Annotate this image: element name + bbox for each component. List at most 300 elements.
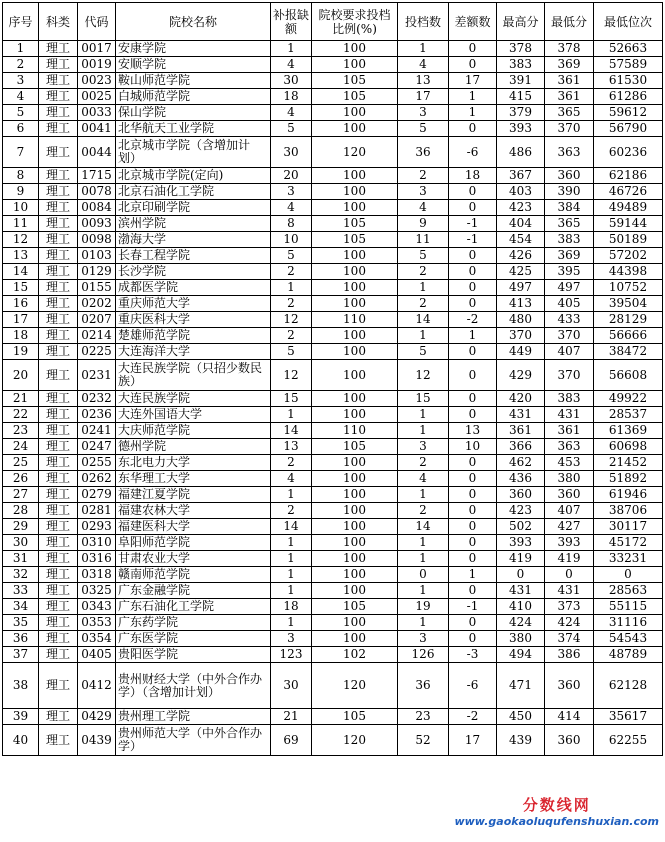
table-cell: 10752: [594, 280, 663, 296]
table-cell: 4: [271, 105, 312, 121]
table-cell: 5: [398, 344, 449, 360]
table-cell: 0202: [78, 296, 116, 312]
table-cell: 50189: [594, 232, 663, 248]
table-cell: 0025: [78, 89, 116, 105]
table-cell: 北京石油化工学院: [116, 184, 271, 200]
table-cell: 5: [3, 105, 39, 121]
table-cell: 100: [312, 168, 398, 184]
table-row: [3, 184, 663, 200]
table-cell: 理工: [39, 73, 78, 89]
table-cell: 广东药学院: [116, 615, 271, 631]
table-cell: 1: [271, 535, 312, 551]
table-cell: 14: [398, 519, 449, 535]
table-cell: 12: [271, 312, 312, 328]
table-cell: 0: [449, 519, 497, 535]
table-row: [3, 487, 663, 503]
table-cell: 36: [398, 137, 449, 168]
table-cell: 10: [271, 232, 312, 248]
table-cell: 361: [545, 423, 594, 439]
table-cell: 360: [545, 487, 594, 503]
table-row: [3, 423, 663, 439]
table-cell: 391: [497, 73, 545, 89]
table-cell: 100: [312, 296, 398, 312]
table-cell: 0093: [78, 216, 116, 232]
table-cell: 理工: [39, 487, 78, 503]
table-cell: 1: [271, 41, 312, 57]
table-cell: 100: [312, 391, 398, 407]
table-cell: 0: [449, 455, 497, 471]
table-cell: 28563: [594, 583, 663, 599]
table-cell: 20: [3, 360, 39, 391]
table-cell: 滨州学院: [116, 216, 271, 232]
table-cell: 383: [497, 57, 545, 73]
table-cell: 426: [497, 248, 545, 264]
table-cell: 北京印刷学院: [116, 200, 271, 216]
table-cell: 0439: [78, 725, 116, 756]
table-header-row: [3, 3, 663, 41]
table-cell: 3: [398, 184, 449, 200]
table-cell: 386: [545, 647, 594, 663]
table-cell: 0: [449, 121, 497, 137]
table-cell: 11: [3, 216, 39, 232]
table-cell: 大连海洋大学: [116, 344, 271, 360]
table-cell: 0262: [78, 471, 116, 487]
table-cell: 1: [398, 423, 449, 439]
table-cell: 0: [449, 264, 497, 280]
table-cell: 0: [449, 583, 497, 599]
table-row: [3, 551, 663, 567]
table-cell: 423: [497, 200, 545, 216]
table-cell: 30: [3, 535, 39, 551]
table-cell: 431: [497, 407, 545, 423]
table-cell: 12: [271, 360, 312, 391]
table-cell: 120: [312, 663, 398, 709]
table-cell: 0: [449, 41, 497, 57]
table-cell: 福建江夏学院: [116, 487, 271, 503]
table-cell: 14: [271, 519, 312, 535]
table-cell: 贵阳医学院: [116, 647, 271, 663]
table-cell: 理工: [39, 647, 78, 663]
table-cell: 理工: [39, 709, 78, 725]
table-cell: 360: [545, 663, 594, 709]
table-cell: 0318: [78, 567, 116, 583]
table-cell: 安顺学院: [116, 57, 271, 73]
table-cell: 0236: [78, 407, 116, 423]
table-cell: 0225: [78, 344, 116, 360]
table-cell: 37: [3, 647, 39, 663]
table-row: [3, 312, 663, 328]
table-cell: 理工: [39, 248, 78, 264]
table-cell: 431: [497, 583, 545, 599]
table-cell: 100: [312, 455, 398, 471]
table-cell: 52663: [594, 41, 663, 57]
table-cell: 2: [271, 328, 312, 344]
table-cell: 19: [3, 344, 39, 360]
table-row: [3, 615, 663, 631]
table-cell: 2: [398, 264, 449, 280]
table-cell: -1: [449, 599, 497, 615]
table-cell: 12: [398, 360, 449, 391]
table-cell: 3: [271, 184, 312, 200]
table-cell: 9: [3, 184, 39, 200]
table-cell: 14: [271, 423, 312, 439]
table-cell: 理工: [39, 615, 78, 631]
table-cell: 0: [449, 631, 497, 647]
table-cell: 383: [545, 232, 594, 248]
table-cell: 16: [3, 296, 39, 312]
table-cell: 100: [312, 184, 398, 200]
table-cell: 370: [545, 121, 594, 137]
table-row: [3, 631, 663, 647]
table-cell: 楚雄师范学院: [116, 328, 271, 344]
table-cell: 4: [271, 57, 312, 73]
table-cell: 0044: [78, 137, 116, 168]
table-cell: 3: [398, 439, 449, 455]
table-cell: 0214: [78, 328, 116, 344]
table-cell: 369: [545, 248, 594, 264]
table-cell: 大连民族学院（只招少数民族）: [116, 360, 271, 391]
table-cell: 理工: [39, 725, 78, 756]
table-cell: 363: [545, 439, 594, 455]
table-cell: 4: [271, 200, 312, 216]
table-cell: 1: [271, 615, 312, 631]
table-cell: 0: [449, 184, 497, 200]
table-cell: 420: [497, 391, 545, 407]
table-cell: 2: [271, 264, 312, 280]
table-cell: -2: [449, 709, 497, 725]
column-header: 最高分: [497, 3, 545, 41]
table-cell: 1: [398, 487, 449, 503]
table-cell: 100: [312, 519, 398, 535]
table-cell: 13: [3, 248, 39, 264]
table-cell: 安康学院: [116, 41, 271, 57]
table-cell: 105: [312, 89, 398, 105]
table-cell: 18: [271, 599, 312, 615]
table-cell: 17: [449, 73, 497, 89]
table-cell: 105: [312, 216, 398, 232]
table-cell: 380: [545, 471, 594, 487]
table-cell: 理工: [39, 264, 78, 280]
table-cell: 赣南师范学院: [116, 567, 271, 583]
table-cell: 广东医学院: [116, 631, 271, 647]
table-cell: 理工: [39, 455, 78, 471]
table-cell: 494: [497, 647, 545, 663]
table-cell: 61369: [594, 423, 663, 439]
table-cell: 阜阳师范学院: [116, 535, 271, 551]
table-cell: 100: [312, 57, 398, 73]
table-row: [3, 455, 663, 471]
table-cell: 38706: [594, 503, 663, 519]
table-cell: 北京城市学院(定向): [116, 168, 271, 184]
table-cell: 5: [398, 121, 449, 137]
table-cell: 367: [497, 168, 545, 184]
table-cell: 32: [3, 567, 39, 583]
table-cell: 贵州师范大学（中外合作办学）: [116, 725, 271, 756]
table-cell: 480: [497, 312, 545, 328]
table-cell: 361: [545, 89, 594, 105]
table-cell: 重庆医科大学: [116, 312, 271, 328]
table-row: [3, 439, 663, 455]
table-cell: 理工: [39, 631, 78, 647]
table-cell: 理工: [39, 439, 78, 455]
table-cell: 30: [271, 73, 312, 89]
watermark-url: www.gaokaoluqufenshuxian.com: [454, 815, 659, 828]
table-cell: 2: [271, 296, 312, 312]
table-cell: 0155: [78, 280, 116, 296]
table-cell: 1: [271, 407, 312, 423]
table-cell: 0: [449, 535, 497, 551]
table-cell: 123: [271, 647, 312, 663]
table-cell: 415: [497, 89, 545, 105]
table-cell: 26: [3, 471, 39, 487]
table-row: [3, 248, 663, 264]
table-row: [3, 57, 663, 73]
table-cell: 大连民族学院: [116, 391, 271, 407]
table-cell: 3: [3, 73, 39, 89]
table-cell: 0255: [78, 455, 116, 471]
table-cell: 100: [312, 567, 398, 583]
table-cell: 0078: [78, 184, 116, 200]
table-cell: 理工: [39, 41, 78, 57]
table-cell: 380: [497, 631, 545, 647]
table-cell: 378: [497, 41, 545, 57]
table-cell: 15: [271, 391, 312, 407]
table-row: [3, 328, 663, 344]
table-cell: 393: [497, 535, 545, 551]
watermark-title: 分数线网: [522, 796, 591, 814]
table-cell: 理工: [39, 280, 78, 296]
table-cell: 1: [271, 487, 312, 503]
table-cell: 100: [312, 551, 398, 567]
table-cell: 62186: [594, 168, 663, 184]
table-cell: 100: [312, 200, 398, 216]
table-row: [3, 105, 663, 121]
table-cell: 390: [545, 184, 594, 200]
table-cell: 49489: [594, 200, 663, 216]
table-cell: 1: [398, 551, 449, 567]
table-cell: 431: [545, 407, 594, 423]
table-cell: 0: [497, 567, 545, 583]
table-row: [3, 519, 663, 535]
table-row: [3, 391, 663, 407]
table-cell: 0325: [78, 583, 116, 599]
table-cell: 56608: [594, 360, 663, 391]
table-cell: 理工: [39, 599, 78, 615]
table-cell: 理工: [39, 328, 78, 344]
table-cell: 0429: [78, 709, 116, 725]
table-cell: 0: [449, 503, 497, 519]
table-row: [3, 168, 663, 184]
table-cell: 理工: [39, 312, 78, 328]
table-cell: 57202: [594, 248, 663, 264]
table-cell: 0033: [78, 105, 116, 121]
column-header: 科类: [39, 3, 78, 41]
table-row: [3, 599, 663, 615]
table-cell: 1: [398, 615, 449, 631]
table-cell: 1: [271, 583, 312, 599]
table-cell: 395: [545, 264, 594, 280]
table-cell: 理工: [39, 105, 78, 121]
table-cell: 361: [497, 423, 545, 439]
table-cell: 3: [398, 105, 449, 121]
table-cell: 27: [3, 487, 39, 503]
table-cell: 425: [497, 264, 545, 280]
table-cell: 理工: [39, 471, 78, 487]
table-row: [3, 725, 663, 756]
table-cell: 427: [545, 519, 594, 535]
table-cell: 东华理工大学: [116, 471, 271, 487]
table-cell: 8: [271, 216, 312, 232]
table-cell: 39504: [594, 296, 663, 312]
table-cell: 理工: [39, 57, 78, 73]
table-cell: 33: [3, 583, 39, 599]
table-cell: 1: [449, 567, 497, 583]
table-cell: 30117: [594, 519, 663, 535]
table-cell: 2: [398, 296, 449, 312]
table-cell: 49922: [594, 391, 663, 407]
table-cell: 471: [497, 663, 545, 709]
table-cell: 0207: [78, 312, 116, 328]
table-cell: 保山学院: [116, 105, 271, 121]
table-row: [3, 709, 663, 725]
table-cell: 0412: [78, 663, 116, 709]
table-cell: 28: [3, 503, 39, 519]
table-cell: 理工: [39, 519, 78, 535]
admission-score-table: [2, 2, 663, 756]
table-cell: 鞍山师范学院: [116, 73, 271, 89]
table-row: [3, 137, 663, 168]
table-cell: 理工: [39, 407, 78, 423]
table-cell: 100: [312, 471, 398, 487]
table-cell: 2: [271, 455, 312, 471]
table-cell: 120: [312, 137, 398, 168]
table-cell: 理工: [39, 232, 78, 248]
table-cell: 366: [497, 439, 545, 455]
table-cell: 30: [271, 663, 312, 709]
table-cell: 1: [398, 280, 449, 296]
table-cell: 30: [271, 137, 312, 168]
table-cell: 2: [3, 57, 39, 73]
table-cell: 69: [271, 725, 312, 756]
table-cell: 433: [545, 312, 594, 328]
table-cell: 2: [271, 503, 312, 519]
table-cell: 453: [545, 455, 594, 471]
table-cell: 0041: [78, 121, 116, 137]
table-cell: 理工: [39, 168, 78, 184]
table-cell: 0: [449, 487, 497, 503]
table-cell: 25: [3, 455, 39, 471]
table-cell: 12: [3, 232, 39, 248]
table-row: [3, 344, 663, 360]
table-cell: 0: [545, 567, 594, 583]
table-cell: 424: [545, 615, 594, 631]
table-body: [3, 41, 663, 756]
table-cell: 360: [545, 725, 594, 756]
table-cell: 理工: [39, 296, 78, 312]
table-cell: 429: [497, 360, 545, 391]
table-cell: 理工: [39, 360, 78, 391]
table-row: [3, 121, 663, 137]
table-cell: 13: [271, 439, 312, 455]
table-cell: 21452: [594, 455, 663, 471]
table-cell: 100: [312, 631, 398, 647]
table-cell: 373: [545, 599, 594, 615]
table-cell: 55115: [594, 599, 663, 615]
table-cell: -6: [449, 137, 497, 168]
table-cell: 410: [497, 599, 545, 615]
table-cell: 21: [3, 391, 39, 407]
table-cell: 60698: [594, 439, 663, 455]
table-cell: 60236: [594, 137, 663, 168]
table-cell: 100: [312, 264, 398, 280]
table-cell: 18: [3, 328, 39, 344]
table-cell: 理工: [39, 567, 78, 583]
table-cell: 365: [545, 105, 594, 121]
table-cell: 1: [449, 89, 497, 105]
table-cell: 大连外国语大学: [116, 407, 271, 423]
table-cell: 363: [545, 137, 594, 168]
table-cell: 46726: [594, 184, 663, 200]
table-cell: 理工: [39, 535, 78, 551]
table-cell: 福建医科大学: [116, 519, 271, 535]
table-cell: 1: [398, 583, 449, 599]
table-cell: 13: [449, 423, 497, 439]
table-cell: 419: [497, 551, 545, 567]
table-cell: 105: [312, 709, 398, 725]
table-row: [3, 360, 663, 391]
table-cell: 理工: [39, 503, 78, 519]
table-cell: 0: [449, 551, 497, 567]
table-cell: 0343: [78, 599, 116, 615]
table-cell: 100: [312, 41, 398, 57]
table-row: [3, 647, 663, 663]
table-cell: 4: [3, 89, 39, 105]
table-cell: 19: [398, 599, 449, 615]
table-cell: 110: [312, 312, 398, 328]
table-cell: 28129: [594, 312, 663, 328]
table-cell: 0279: [78, 487, 116, 503]
table-cell: 0: [449, 200, 497, 216]
table-cell: 449: [497, 344, 545, 360]
table-cell: 0281: [78, 503, 116, 519]
table-cell: 413: [497, 296, 545, 312]
table-cell: 理工: [39, 89, 78, 105]
table-cell: 甘肃农业大学: [116, 551, 271, 567]
table-cell: 17: [3, 312, 39, 328]
table-cell: 5: [271, 248, 312, 264]
table-cell: 31116: [594, 615, 663, 631]
table-cell: 贵州财经大学（中外合作办学）（含增加计划）: [116, 663, 271, 709]
column-header: 最低位次: [594, 3, 663, 41]
column-header: 院校要求投档比例(%): [312, 3, 398, 41]
table-cell: 105: [312, 599, 398, 615]
column-header: 差额数: [449, 3, 497, 41]
table-cell: 7: [3, 137, 39, 168]
table-cell: 14: [3, 264, 39, 280]
table-row: [3, 232, 663, 248]
table-cell: 1: [271, 567, 312, 583]
site-watermark: [454, 794, 659, 828]
table-cell: 61286: [594, 89, 663, 105]
table-cell: 379: [497, 105, 545, 121]
table-cell: 35: [3, 615, 39, 631]
table-cell: 100: [312, 503, 398, 519]
table-cell: 4: [398, 200, 449, 216]
table-cell: 0316: [78, 551, 116, 567]
table-cell: 4: [398, 471, 449, 487]
table-cell: 370: [497, 328, 545, 344]
table-cell: 3: [398, 631, 449, 647]
